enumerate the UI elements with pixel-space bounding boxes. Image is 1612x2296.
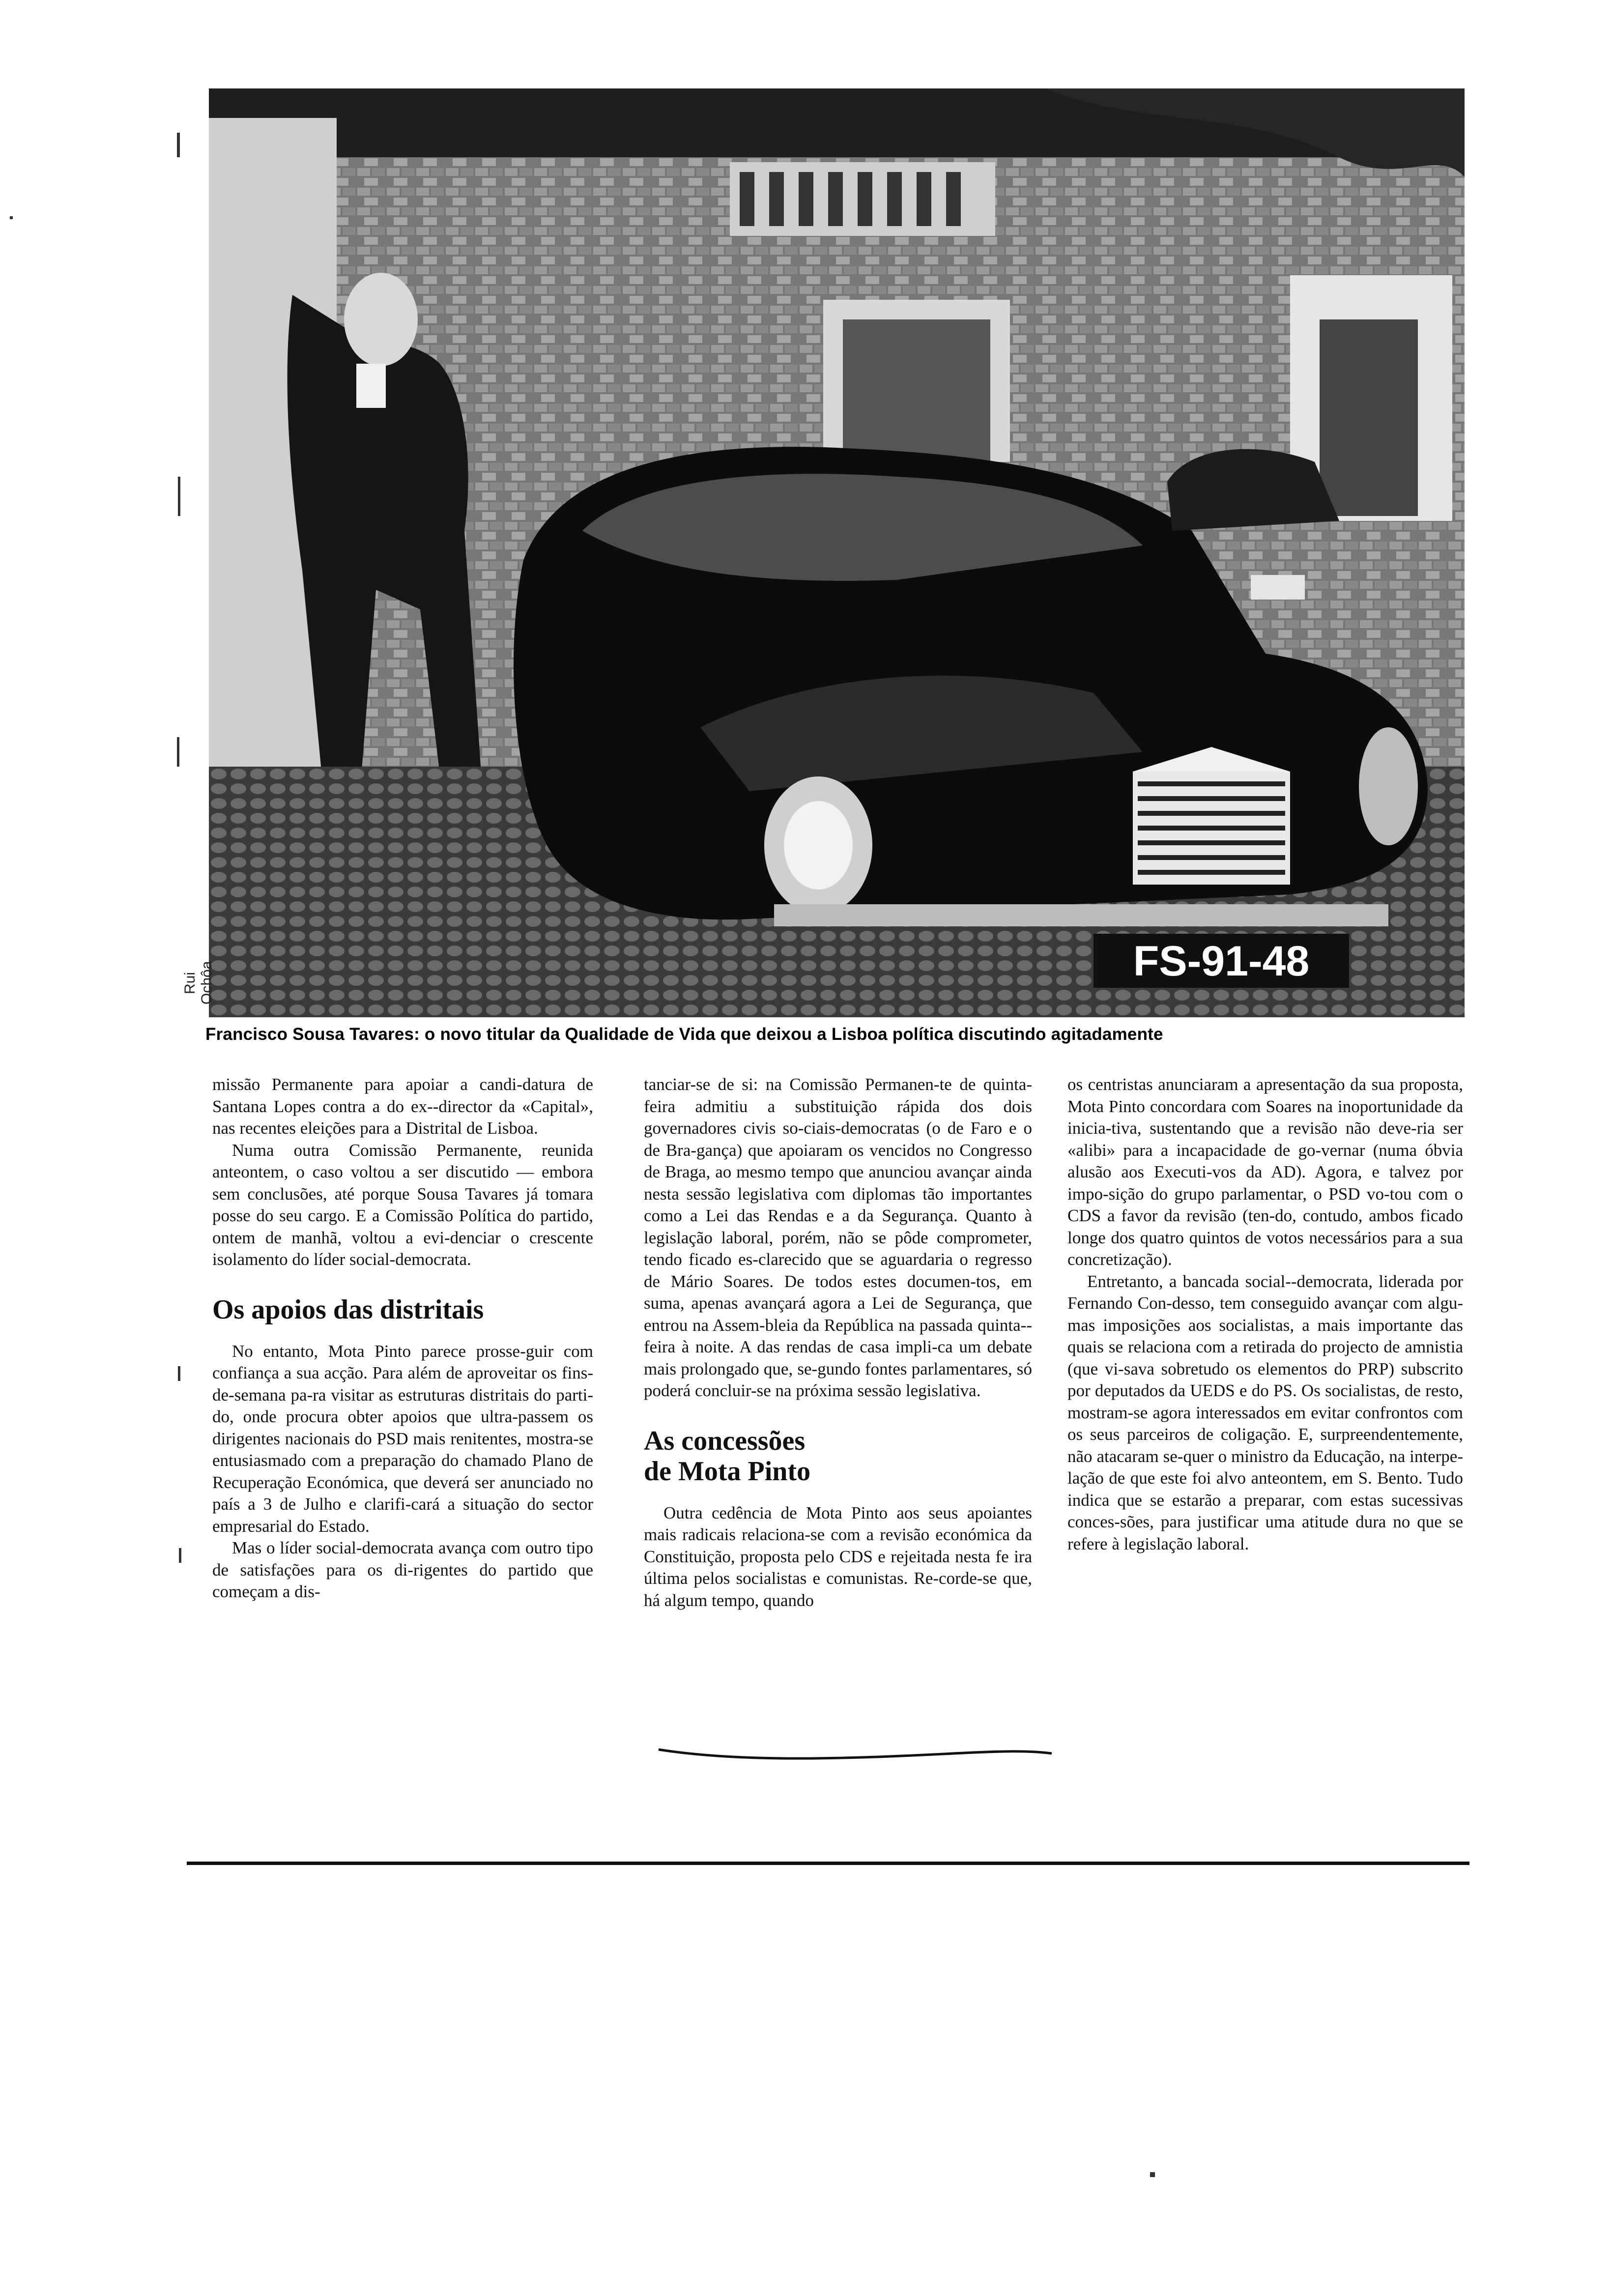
paragraph: os centristas anunciaram a apresentação da sua proposta, Mota Pinto concordara com Soares na inoportunidade da inicia-tiva, sustentando que a revisão não deve-ria ser «alibi» para a incapacidade de go-vernar (numa óbvia alusão aos Executi-vos da AD). Agora, e talvez por impo-sição do grupo parlamentar, o PSD vo-tou com o CDS a favor da revisão (ten-do, contudo, ambos ficado longe dos quatro quintos de votos necessários para a sua concretização). <box>1067 1075 1463 1269</box>
handwritten-underline <box>639 1740 1057 1774</box>
photo-caption: Francisco Sousa Tavares: o novo titular da Qualidade de Vida que deixou a Lisboa política discutindo agitadamente <box>205 1025 1163 1044</box>
paragraph: missão Permanente para apoiar a candi-datura de Santana Lopes contra a do ex--director da «Capital», nas recentes eleições para a Distrital de Lisboa. <box>212 1075 593 1138</box>
license-plate: FS-91-48 <box>1133 938 1310 985</box>
photo-credit: Rui Ochôa <box>182 961 215 1005</box>
article-column-3 <box>1067 1074 1463 1555</box>
paragraph: tanciar-se de si: na Comissão Permanen-te de quinta-feira admitiu a substituição rápida dos dois governadores civis so-ciais-democratas (o de Faro e o de Bra-gança) que apoiaram os vencidos no Congresso de Braga, ao mesmo tempo que anunciou avançar ainda nesta sessão legislativa com diplomas tão importantes como a Lei das Rendas e a da Segurança. Quanto à legislação laboral, porém, não se pôde comprometer, tendo ficado es-clarecido que se aguardaria o regresso de Mário Soares. De todos estes documen-tos, em suma, apenas avançará agora a Lei de Segurança, que entrou na Assem-bleia da República na passada quinta--feira à noite. A das rendas de casa impli-ca um debate mais prolongado que, se-gundo fontes parlamentares, só poderá concluir-se na próxima sessão legislativa. <box>644 1075 1032 1400</box>
article-column-2 <box>644 1074 1032 1611</box>
car-photo-illustration <box>209 88 1465 1017</box>
paragraph: Numa outra Comissão Permanente, reunida anteontem, o caso voltou a ser discutido — embora sem conclusões, até porque Sousa Tavares já tomara posse do seu cargo. E a Comissão Política do partido, ontem de manhã, voltou a evi-denciar o crescente isolamento do líder social-democrata. <box>212 1140 593 1269</box>
section-heading: As concessões de Mota Pinto <box>644 1425 811 1487</box>
news-photo <box>209 88 1465 1017</box>
article-column-1 <box>212 1074 593 1603</box>
paragraph: Mas o líder social-democrata avança com outro tipo de satisfações para os di-rigentes do partido que começam a dis- <box>212 1538 593 1601</box>
section-heading: Os apoios das distritais <box>212 1294 484 1325</box>
paragraph: Entretanto, a bancada social--democrata, liderada por Fernando Con-desso, tem conseguido avançar com algu-mas imposições aos socialistas, a mais importante das quais se relaciona com a retirada do projecto de amnistia (que vi-sava sobretudo os elementos do PRP) subscrito por deputados da UEDS e do PS. Os socialistas, de resto, mostram-se agora interessados em evitar confrontos com os seus parceiros de coligação. E, surpreendentemente, não atacaram se-quer o ministro da Educação, na interpe-lação de que este foi alvo anteontem, em S. Bento. Tudo indica que se estarão a preparar, com estas sucessivas conces-sões, para justificar uma atitude dura no que se refere à legislação laboral. <box>1067 1271 1463 1553</box>
paragraph: Outra cedência de Mota Pinto aos seus apoiantes mais radicais relaciona-se com a revisão económica da Constituição, proposta pelo CDS e rejeitada nesta fe ira última pelos socialistas e comunistas. Re-corde-se que, há algum tempo, quando <box>644 1503 1032 1610</box>
paragraph: No entanto, Mota Pinto parece prosse-guir com confiança a sua acção. Para além de aproveitar os fins-de-semana pa-ra visitar as estruturas distritais do parti-do, onde procura obter apoios que ultra-passem os dirigentes nacionais do PSD mais renitentes, mostra-se entusiasmado com a preparação do chamado Plano de Recuperação Económica, que deverá ser anunciado no país a 3 de Julho e clarifi-cará a situação do sector empresarial do Estado. <box>212 1341 593 1536</box>
page-rule <box>187 1862 1469 1865</box>
